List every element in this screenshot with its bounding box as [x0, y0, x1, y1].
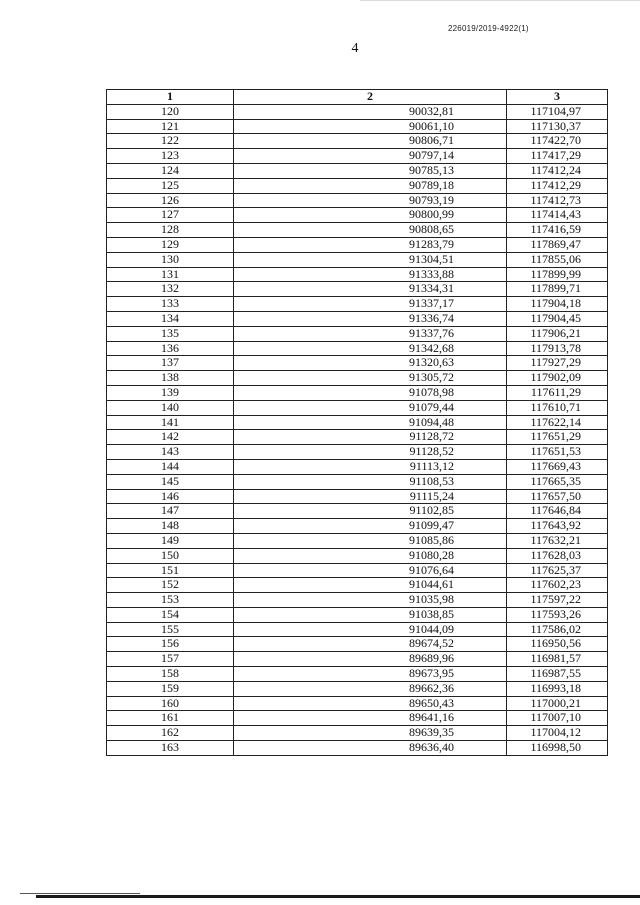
- x-coordinate-cell: 91320,63: [234, 356, 507, 371]
- table-row: [107, 548, 608, 563]
- table-row: [107, 430, 608, 445]
- row-number-cell: 154: [107, 607, 234, 622]
- table-row: [107, 489, 608, 504]
- row-number-cell: 140: [107, 400, 234, 415]
- table-row: [107, 356, 608, 371]
- y-coordinate-cell: 117602,23: [507, 578, 608, 593]
- row-number-cell: 161: [107, 711, 234, 726]
- x-coordinate-cell: 89689,96: [234, 652, 507, 667]
- x-coordinate-cell: 90793,19: [234, 193, 507, 208]
- table-row: [107, 400, 608, 415]
- x-coordinate-cell: 90032,81: [234, 104, 507, 119]
- table-row: [107, 237, 608, 252]
- table-row: [107, 741, 608, 756]
- table-row: [107, 622, 608, 637]
- x-coordinate-cell: 91076,64: [234, 563, 507, 578]
- x-coordinate-cell: 89674,52: [234, 637, 507, 652]
- table-row: [107, 341, 608, 356]
- table-row: [107, 578, 608, 593]
- x-coordinate-cell: 91336,74: [234, 311, 507, 326]
- table-row: [107, 149, 608, 164]
- y-coordinate-cell: 117417,29: [507, 149, 608, 164]
- row-number-cell: 152: [107, 578, 234, 593]
- y-coordinate-cell: 117625,37: [507, 563, 608, 578]
- table-row: [107, 696, 608, 711]
- y-coordinate-cell: 117899,99: [507, 267, 608, 282]
- x-coordinate-cell: 91102,85: [234, 504, 507, 519]
- row-number-cell: 131: [107, 267, 234, 282]
- footer-rule: [36, 895, 640, 898]
- table-row: [107, 193, 608, 208]
- y-coordinate-cell: 117004,12: [507, 726, 608, 741]
- y-coordinate-cell: 117927,29: [507, 356, 608, 371]
- row-number-cell: 139: [107, 385, 234, 400]
- row-number-cell: 153: [107, 593, 234, 608]
- x-coordinate-cell: 90789,18: [234, 178, 507, 193]
- row-number-cell: 120: [107, 104, 234, 119]
- row-number-cell: 163: [107, 741, 234, 756]
- column-header-2: 2: [234, 90, 507, 105]
- y-coordinate-cell: 117416,59: [507, 223, 608, 238]
- x-coordinate-cell: 89650,43: [234, 696, 507, 711]
- table-row: [107, 163, 608, 178]
- table-row: [107, 208, 608, 223]
- row-number-cell: 125: [107, 178, 234, 193]
- y-coordinate-cell: 117665,35: [507, 474, 608, 489]
- footer-thin-rule: [20, 893, 140, 894]
- x-coordinate-cell: 90785,13: [234, 163, 507, 178]
- table-row: [107, 385, 608, 400]
- y-coordinate-cell: 117422,70: [507, 134, 608, 149]
- x-coordinate-cell: 91035,98: [234, 593, 507, 608]
- table-row: [107, 474, 608, 489]
- y-coordinate-cell: 117412,73: [507, 193, 608, 208]
- table-row: [107, 252, 608, 267]
- y-coordinate-cell: 117007,10: [507, 711, 608, 726]
- table-row: [107, 681, 608, 696]
- table-row: [107, 607, 608, 622]
- y-coordinate-cell: 117902,09: [507, 371, 608, 386]
- document-id: 226019/2019-4922(1): [448, 24, 529, 33]
- row-number-cell: 130: [107, 252, 234, 267]
- y-coordinate-cell: 117651,29: [507, 430, 608, 445]
- y-coordinate-cell: 117913,78: [507, 341, 608, 356]
- y-coordinate-cell: 117597,22: [507, 593, 608, 608]
- x-coordinate-cell: 90800,99: [234, 208, 507, 223]
- x-coordinate-cell: 91305,72: [234, 371, 507, 386]
- x-coordinate-cell: 90061,10: [234, 119, 507, 134]
- table-row: [107, 533, 608, 548]
- y-coordinate-cell: 117611,29: [507, 385, 608, 400]
- x-coordinate-cell: 91304,51: [234, 252, 507, 267]
- table-row: [107, 667, 608, 682]
- y-coordinate-cell: 116987,55: [507, 667, 608, 682]
- table-row: [107, 637, 608, 652]
- x-coordinate-cell: 90806,71: [234, 134, 507, 149]
- row-number-cell: 126: [107, 193, 234, 208]
- x-coordinate-cell: 89636,40: [234, 741, 507, 756]
- row-number-cell: 127: [107, 208, 234, 223]
- table-row: [107, 711, 608, 726]
- table-row: [107, 267, 608, 282]
- x-coordinate-cell: 90797,14: [234, 149, 507, 164]
- x-coordinate-cell: 91078,98: [234, 385, 507, 400]
- y-coordinate-cell: 117412,24: [507, 163, 608, 178]
- table-row: [107, 326, 608, 341]
- table-row: [107, 459, 608, 474]
- table-row: [107, 223, 608, 238]
- x-coordinate-cell: 91283,79: [234, 237, 507, 252]
- x-coordinate-cell: 91044,09: [234, 622, 507, 637]
- x-coordinate-cell: 91115,24: [234, 489, 507, 504]
- row-number-cell: 155: [107, 622, 234, 637]
- table-header-row: [107, 90, 608, 105]
- x-coordinate-cell: 91099,47: [234, 519, 507, 534]
- y-coordinate-cell: 117646,84: [507, 504, 608, 519]
- row-number-cell: 122: [107, 134, 234, 149]
- table-body: [107, 104, 608, 755]
- y-coordinate-cell: 116998,50: [507, 741, 608, 756]
- y-coordinate-cell: 117414,43: [507, 208, 608, 223]
- y-coordinate-cell: 117643,92: [507, 519, 608, 534]
- y-coordinate-cell: 117906,21: [507, 326, 608, 341]
- x-coordinate-cell: 89641,16: [234, 711, 507, 726]
- y-coordinate-cell: 117669,43: [507, 459, 608, 474]
- row-number-cell: 138: [107, 371, 234, 386]
- y-coordinate-cell: 117855,06: [507, 252, 608, 267]
- row-number-cell: 148: [107, 519, 234, 534]
- y-coordinate-cell: 116950,56: [507, 637, 608, 652]
- column-header-3: 3: [507, 90, 608, 105]
- y-coordinate-cell: 117000,21: [507, 696, 608, 711]
- y-coordinate-cell: 116981,57: [507, 652, 608, 667]
- x-coordinate-cell: 91085,86: [234, 533, 507, 548]
- y-coordinate-cell: 117593,26: [507, 607, 608, 622]
- x-coordinate-cell: 91337,17: [234, 297, 507, 312]
- row-number-cell: 144: [107, 459, 234, 474]
- table-row: [107, 563, 608, 578]
- x-coordinate-cell: 91113,12: [234, 459, 507, 474]
- row-number-cell: 156: [107, 637, 234, 652]
- x-coordinate-cell: 91333,88: [234, 267, 507, 282]
- x-coordinate-cell: 91337,76: [234, 326, 507, 341]
- table-row: [107, 311, 608, 326]
- row-number-cell: 142: [107, 430, 234, 445]
- table-row: [107, 282, 608, 297]
- row-number-cell: 159: [107, 681, 234, 696]
- row-number-cell: 158: [107, 667, 234, 682]
- y-coordinate-cell: 117651,53: [507, 445, 608, 460]
- x-coordinate-cell: 90808,65: [234, 223, 507, 238]
- table-row: [107, 297, 608, 312]
- x-coordinate-cell: 91342,68: [234, 341, 507, 356]
- y-coordinate-cell: 117904,45: [507, 311, 608, 326]
- table-row: [107, 504, 608, 519]
- row-number-cell: 141: [107, 415, 234, 430]
- x-coordinate-cell: 91108,53: [234, 474, 507, 489]
- row-number-cell: 124: [107, 163, 234, 178]
- y-coordinate-cell: 117657,50: [507, 489, 608, 504]
- x-coordinate-cell: 89639,35: [234, 726, 507, 741]
- table-row: [107, 593, 608, 608]
- row-number-cell: 121: [107, 119, 234, 134]
- x-coordinate-cell: 91128,72: [234, 430, 507, 445]
- table-row: [107, 134, 608, 149]
- table-row: [107, 104, 608, 119]
- x-coordinate-cell: 91334,31: [234, 282, 507, 297]
- row-number-cell: 151: [107, 563, 234, 578]
- row-number-cell: 128: [107, 223, 234, 238]
- top-edge-rule: [360, 0, 640, 1]
- page-number: 4: [351, 41, 359, 56]
- y-coordinate-cell: 117130,37: [507, 119, 608, 134]
- y-coordinate-cell: 117869,47: [507, 237, 608, 252]
- y-coordinate-cell: 117904,18: [507, 297, 608, 312]
- table-row: [107, 119, 608, 134]
- table-row: [107, 652, 608, 667]
- row-number-cell: 137: [107, 356, 234, 371]
- row-number-cell: 160: [107, 696, 234, 711]
- table-row: [107, 519, 608, 534]
- x-coordinate-cell: 91128,52: [234, 445, 507, 460]
- x-coordinate-cell: 91038,85: [234, 607, 507, 622]
- coordinates-table: [106, 89, 608, 756]
- row-number-cell: 133: [107, 297, 234, 312]
- row-number-cell: 123: [107, 149, 234, 164]
- y-coordinate-cell: 116993,18: [507, 681, 608, 696]
- row-number-cell: 150: [107, 548, 234, 563]
- table-row: [107, 371, 608, 386]
- y-coordinate-cell: 117586,02: [507, 622, 608, 637]
- column-header-1: 1: [107, 90, 234, 105]
- y-coordinate-cell: 117104,97: [507, 104, 608, 119]
- row-number-cell: 147: [107, 504, 234, 519]
- y-coordinate-cell: 117610,71: [507, 400, 608, 415]
- row-number-cell: 132: [107, 282, 234, 297]
- y-coordinate-cell: 117412,29: [507, 178, 608, 193]
- table-row: [107, 415, 608, 430]
- row-number-cell: 157: [107, 652, 234, 667]
- x-coordinate-cell: 91044,61: [234, 578, 507, 593]
- table-row: [107, 726, 608, 741]
- row-number-cell: 134: [107, 311, 234, 326]
- table-row: [107, 178, 608, 193]
- row-number-cell: 135: [107, 326, 234, 341]
- y-coordinate-cell: 117632,21: [507, 533, 608, 548]
- x-coordinate-cell: 91079,44: [234, 400, 507, 415]
- row-number-cell: 145: [107, 474, 234, 489]
- y-coordinate-cell: 117628,03: [507, 548, 608, 563]
- row-number-cell: 146: [107, 489, 234, 504]
- row-number-cell: 143: [107, 445, 234, 460]
- x-coordinate-cell: 89673,95: [234, 667, 507, 682]
- x-coordinate-cell: 91080,28: [234, 548, 507, 563]
- row-number-cell: 162: [107, 726, 234, 741]
- table-row: [107, 445, 608, 460]
- x-coordinate-cell: 89662,36: [234, 681, 507, 696]
- row-number-cell: 129: [107, 237, 234, 252]
- row-number-cell: 149: [107, 533, 234, 548]
- y-coordinate-cell: 117899,71: [507, 282, 608, 297]
- row-number-cell: 136: [107, 341, 234, 356]
- x-coordinate-cell: 91094,48: [234, 415, 507, 430]
- y-coordinate-cell: 117622,14: [507, 415, 608, 430]
